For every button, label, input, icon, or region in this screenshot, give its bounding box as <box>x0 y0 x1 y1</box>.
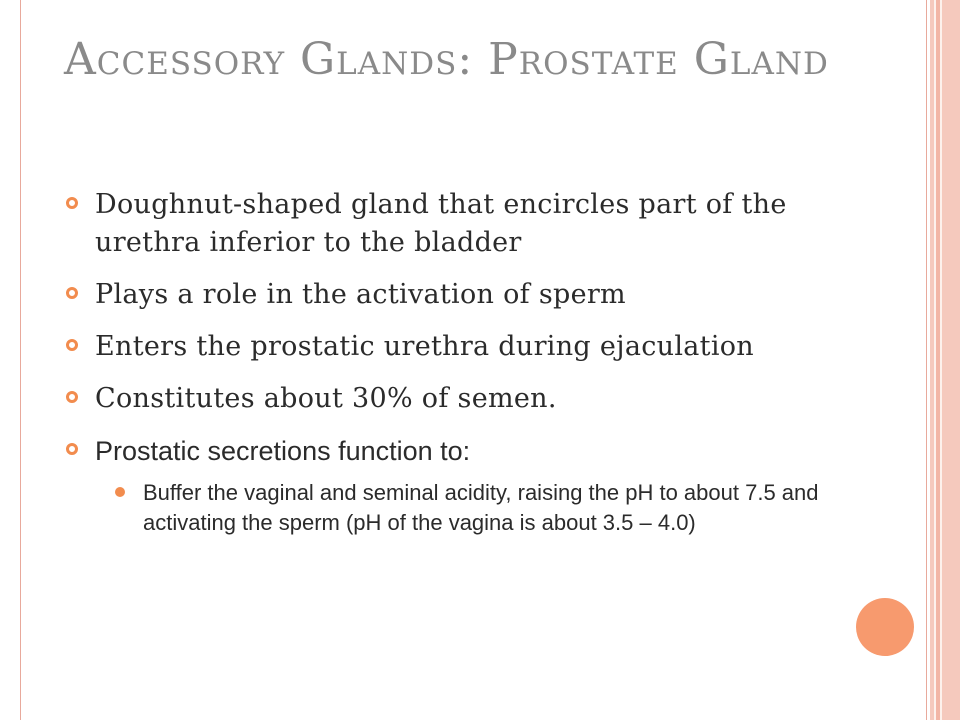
bullet-item <box>66 328 866 366</box>
slide-frame-left-line <box>20 0 21 720</box>
side-bar-stripe <box>940 0 942 720</box>
bullet-dot-icon <box>115 487 125 497</box>
slide-side-bar <box>930 0 960 720</box>
sub-bullet-list <box>95 478 866 538</box>
bullet-text: Constitutes about 30% of semen. <box>95 383 557 414</box>
bullet-item <box>66 432 866 538</box>
sub-bullet-text: Buffer the vaginal and seminal acidity, raising the pH to about 7.5 and activating the sperm (pH of the vagina is about 3.5 – 4.0) <box>143 480 819 535</box>
slide-frame-right-line <box>926 0 927 720</box>
slide-title: Accessory Glands: Prostate Gland <box>64 34 829 85</box>
bullet-ring-icon <box>66 197 78 209</box>
decorative-circle <box>856 598 914 656</box>
bullet-ring-icon <box>66 443 78 455</box>
bullet-item <box>66 380 866 418</box>
bullet-list <box>66 186 866 552</box>
bullet-item <box>66 276 866 314</box>
bullet-text: Enters the prostatic urethra during ejaculation <box>95 331 755 362</box>
bullet-text: Prostatic secretions function to: <box>95 436 471 466</box>
bullet-text: Plays a role in the activation of sperm <box>95 279 626 310</box>
bullet-ring-icon <box>66 287 78 299</box>
bullet-item <box>66 186 866 262</box>
side-bar-stripe <box>934 0 936 720</box>
bullet-ring-icon <box>66 391 78 403</box>
bullet-ring-icon <box>66 339 78 351</box>
bullet-text: Doughnut-shaped gland that encircles part of the urethra inferior to the bladder <box>95 189 787 258</box>
sub-bullet-item <box>105 478 866 538</box>
